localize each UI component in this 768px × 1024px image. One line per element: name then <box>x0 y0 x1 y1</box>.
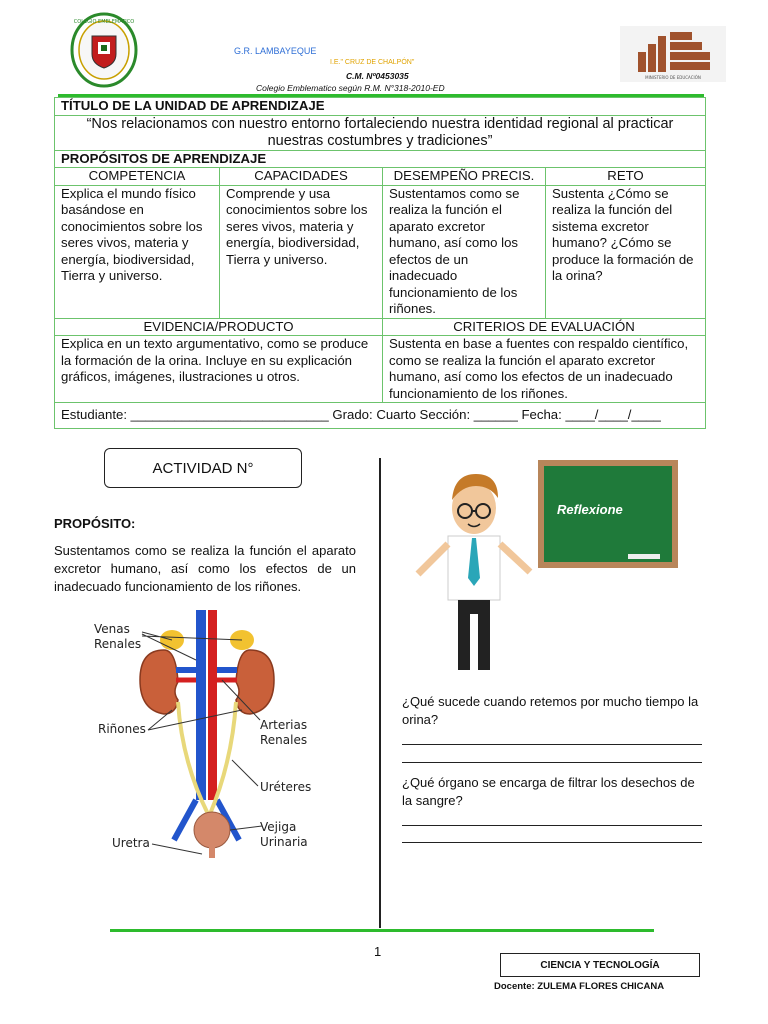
school-name: I.E." CRUZ DE CHALPÓN" <box>330 59 415 66</box>
evidence-label: EVIDENCIA/PRODUCTO <box>55 318 383 336</box>
school-emblem-logo <box>70 12 138 88</box>
school-code: C.M. Nº0453035 <box>346 71 409 81</box>
chalk <box>628 554 660 559</box>
label-venas-renales: Venas Renales <box>94 622 142 651</box>
cell-desempeno: Sustentamos como se realiza la función el aparato excretor humano, así como los efectos de un inadecuado funcionamiento de los riñones. <box>383 185 546 318</box>
school-decree: Colegio Emblematico según R.M. N°318-2010-ED <box>256 83 445 93</box>
page-number: 1 <box>374 944 382 959</box>
right-arm <box>500 544 530 572</box>
evidence-text: Explica en un texto argumentativo, como se produce la formación de la orina. Incluye en su explicación gráficos, imágenes, ilustraciones u otros. <box>55 336 383 403</box>
question-1: ¿Qué sucede cuando retemos por mucho tiempo la orina? <box>402 694 699 727</box>
teacher-illustration <box>402 456 692 678</box>
teacher-name: Docente: ZULEMA FLORES CHICANA <box>494 981 665 992</box>
board-text: Reflexione <box>557 502 623 517</box>
col-reto: RETO <box>546 168 706 186</box>
col-capacidades: CAPACIDADES <box>220 168 383 186</box>
subject-box: CIENCIA Y TECNOLOGÍA <box>500 953 700 977</box>
cell-reto: Sustenta ¿Cómo se realiza la función del sistema excretor humano? ¿Cómo se produce la formación de la orina? <box>546 185 706 318</box>
purpose-text: Sustentamos como se realiza la función el aparato excretor humano, así como los efectos de un inadecuado funcionamiento de los riñones. <box>54 543 356 594</box>
region-name: G.R. LAMBAYEQUE <box>234 46 317 56</box>
col-desempeno: DESEMPEÑO PRECIS. <box>383 168 546 186</box>
label-ureteres: Uréteres <box>260 780 312 794</box>
emblem-text: COLEGIO EMBLEMÁTICO <box>73 19 135 25</box>
ministry-logo <box>620 26 726 82</box>
label-arterias-renales: Arterias Renales <box>260 718 308 747</box>
unit-table <box>54 97 706 429</box>
right-kidney <box>236 650 274 714</box>
label-uretra: Uretra <box>112 836 150 850</box>
cell-competencia: Explica el mundo físico basándose en conocimientos sobre los seres vivos, materia y energía, biodiversidad, Tierra y universo. <box>55 185 220 318</box>
ministry-text: MINISTERIO DE EDUCACIÓN <box>645 75 701 80</box>
answer-line-1a[interactable] <box>402 744 702 745</box>
purposes-label: PROPÓSITOS DE APRENDIZAJE <box>55 150 706 168</box>
unit-title-label: TÍTULO DE LA UNIDAD DE APRENDIZAJE <box>55 98 706 116</box>
cell-capacidades: Comprende y usa conocimientos sobre los seres vivos, materia y energía, biodiversidad, Tierra y universo. <box>220 185 383 318</box>
student-info-line[interactable]: Estudiante: ___________________________ Grado: Cuarto Sección: ______ Fecha: ____/____/____ <box>55 403 706 429</box>
bladder <box>194 812 230 848</box>
teacher-pants <box>458 600 490 670</box>
footer-divider <box>110 929 654 932</box>
left-arm <box>418 544 448 574</box>
urethra <box>209 846 215 858</box>
criteria-text: Sustenta en base a fuentes con respaldo científico, como se realiza la función el aparato excretor humano, así como los efectos de un inadecuado funcionamiento de los riñones. <box>383 336 706 403</box>
excretory-system-diagram <box>92 610 322 860</box>
left-kidney <box>140 650 178 714</box>
answer-line-2a[interactable] <box>402 825 702 826</box>
answer-line-1b[interactable] <box>402 762 702 763</box>
column-divider <box>379 458 381 928</box>
unit-title-text: “Nos relacionamos con nuestro entorno fortaleciendo nuestra identidad regional al practicar nuestras costumbres y tradiciones” <box>55 115 706 150</box>
activity-number-box: ACTIVIDAD N° <box>104 448 302 488</box>
label-rinones: Riñones <box>98 722 146 736</box>
col-competencia: COMPETENCIA <box>55 168 220 186</box>
question-2: ¿Qué órgano se encarga de filtrar los desechos de la sangre? <box>402 775 695 808</box>
purpose-title: PROPÓSITO: <box>54 516 136 531</box>
label-vejiga-urinaria: Vejiga Urinaria <box>260 820 308 849</box>
answer-line-2b[interactable] <box>402 842 702 843</box>
criteria-label: CRITERIOS DE EVALUACIÓN <box>383 318 706 336</box>
